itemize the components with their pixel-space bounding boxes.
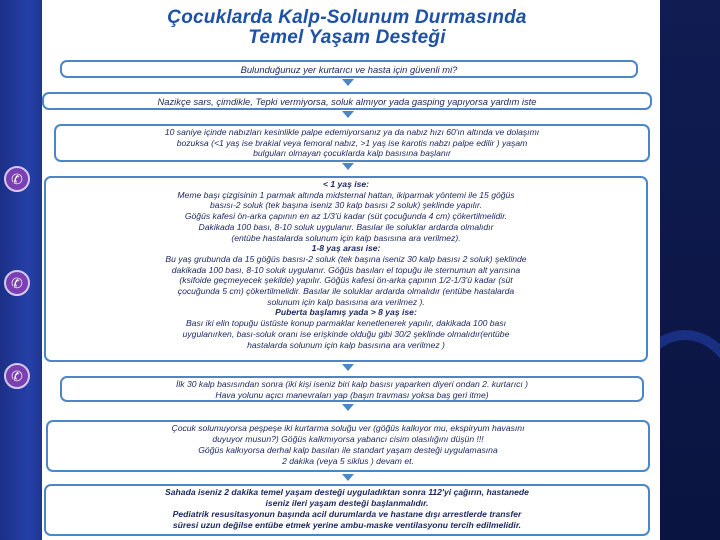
puberty-line: hastalarda solunum için kalp basısına ara verilmez ) <box>247 339 445 350</box>
step-pulse-check <box>54 124 650 162</box>
infant-line: basısı-2 soluk (tek başına iseniz 30 kalp basısı 2 soluk) şeklinde yapılır. <box>210 200 482 211</box>
puberty-heading: Puberta başlamış yada > 8 yaş ise: <box>275 307 417 318</box>
step-check-response-text: Nazikçe sars, çimdikle, Tepki vermiyorsa, soluk almıyor yada gasping yapıyorsa yardım iste <box>157 96 537 107</box>
puberty-line: Bası iki elin topuğu üstüste konup parmaklar kenetlenerek yapılır, dakikada 100 bası <box>185 318 507 329</box>
infant-heading: < 1 yaş ise: <box>322 179 370 189</box>
flow-arrow <box>342 111 354 118</box>
infant-line: Göğüs kafesi ön-arka çapının en az 1/3'ü kadar (süt çocuğunda 4 cm) çökertilmelidir. <box>184 211 508 222</box>
page-title <box>112 8 582 48</box>
child-line: (ksifoide geçmeyecek şekilde) yapılır. Göğüs kafesi ön-arka çapının 1/2-1/3'ü kadar (süt <box>179 275 513 286</box>
step-call-line: süresi uzun değilse entübe etmek yerine ambu-maske ventilasyonu tercih edilmelidir. <box>172 520 522 530</box>
step-rescue-breaths <box>46 420 650 472</box>
puberty-line: uygulanırken, bası-soluk oranı ise erişkinde olduğu gibi 30/2 şeklinde olmalıdır(entübe <box>182 328 510 339</box>
flow-arrow <box>342 163 354 170</box>
step-airway-line: İlk 30 kalp basısından sonra (iki kişi iseniz biri kalp basısı yaparken diyeri ondan 2. kurtarıcı ) <box>175 379 529 389</box>
child-line: çocuğunda 5 cm) çökertilmelidir. Basılar ile soluklar ardarda olmalıdır (entübe hastalarda <box>177 286 515 297</box>
flow-arrow <box>342 474 354 481</box>
step-breaths-line: Çocuk solumuyorsa peşpeşe iki kurtarma soluğu ver (göğüs kalkıyor mu, ekspiryum havasını <box>171 423 525 433</box>
child-line: solunum için kalp basısına ara verilmez ). <box>267 296 425 307</box>
step-airway-line: Hava yolunu açıcı manevraları yap (başın travması yoksa baş geri itme) <box>215 389 489 400</box>
step-check-response <box>42 92 652 110</box>
step-safety-text: Bulunduğunuz yer kurtarıcı ve hasta için güvenli mi? <box>240 64 458 75</box>
step-breaths-line: Göğüs kalkıyorsa derhal kalp basıları ile standart yaşam desteği uygulamasına <box>198 445 498 455</box>
step-breaths-line: duyuyor musun?) Göğüs kalkmıyorsa yabancı cisim olasılığını düşün !!! <box>212 434 484 444</box>
step-call-line: iseniz ileri yaşam desteği başlanmalıdır. <box>265 498 429 508</box>
step-safety <box>60 60 638 78</box>
flow-arrow <box>342 364 354 371</box>
flowchart-page <box>42 0 660 540</box>
child-line: dakikada 100 bası, 8-10 soluk uygulanır. Göğüs basıları el topuğu ile sternumun alt yarısına <box>171 264 521 275</box>
slide-background-left <box>0 0 48 540</box>
step-pulse-line: bozuksa (<1 yaş ise brakial veya femoral nabız, >1 yaş ise karotis nabzı palpe edilir ) yaşam <box>176 137 528 148</box>
infant-line: (entübe hastalarda solunum için kalp basısına ara verilmez). <box>231 232 461 243</box>
step-breaths-line: 2 dakika (veya 5 siklus ) devam et. <box>282 456 414 466</box>
viber-icon[interactable]: ✆ <box>4 166 30 192</box>
flow-arrow <box>342 404 354 411</box>
step-airway <box>60 376 644 402</box>
step-call-line: Sahada iseniz 2 dakika temel yaşam desteği uyguladıktan sonra 112'yi çağırın, hastanede <box>165 487 529 497</box>
child-heading: 1-8 yaş arası ise: <box>311 243 381 254</box>
viber-icon[interactable]: ✆ <box>4 363 30 389</box>
title-line-1: Çocuklarda Kalp-Solunum Durmasında <box>167 7 527 28</box>
child-line: Bu yaş grubunda da 15 göğüs basısı-2 soluk (tek başına iseniz 30 kalp basısı 2 soluk) şeklinde <box>165 253 527 264</box>
flow-arrow <box>342 79 354 86</box>
step-pulse-line: 10 saniye içinde nabızları kesinlikle palpe edemiyorsanız ya da nabız hızı 60'ın altında ve dolaşımı <box>164 127 540 137</box>
title-line-2: Temel Yaşam Desteği <box>248 27 446 48</box>
step-call-help <box>44 484 650 536</box>
step-call-line: Pediatrik resusitasyonun başında acil durumlarda ve hastane dışı arrestlerde transfer <box>172 509 522 519</box>
slide-background-right <box>660 0 720 540</box>
step-pulse-line: bulguları olmayan çocuklarda kalp basısına başlanır <box>253 148 451 159</box>
infant-line: Meme başı çizgisinin 1 parmak altında midsternal hattan, ikiparmak yöntemi ile 15 göğüs <box>177 189 515 200</box>
step-compressions <box>44 176 648 362</box>
infant-line: Dakikada 100 bası, 8-10 soluk uygulanır. Basılar ile soluklar ardarda olmalıdır <box>198 221 494 232</box>
viber-icon[interactable]: ✆ <box>4 270 30 296</box>
